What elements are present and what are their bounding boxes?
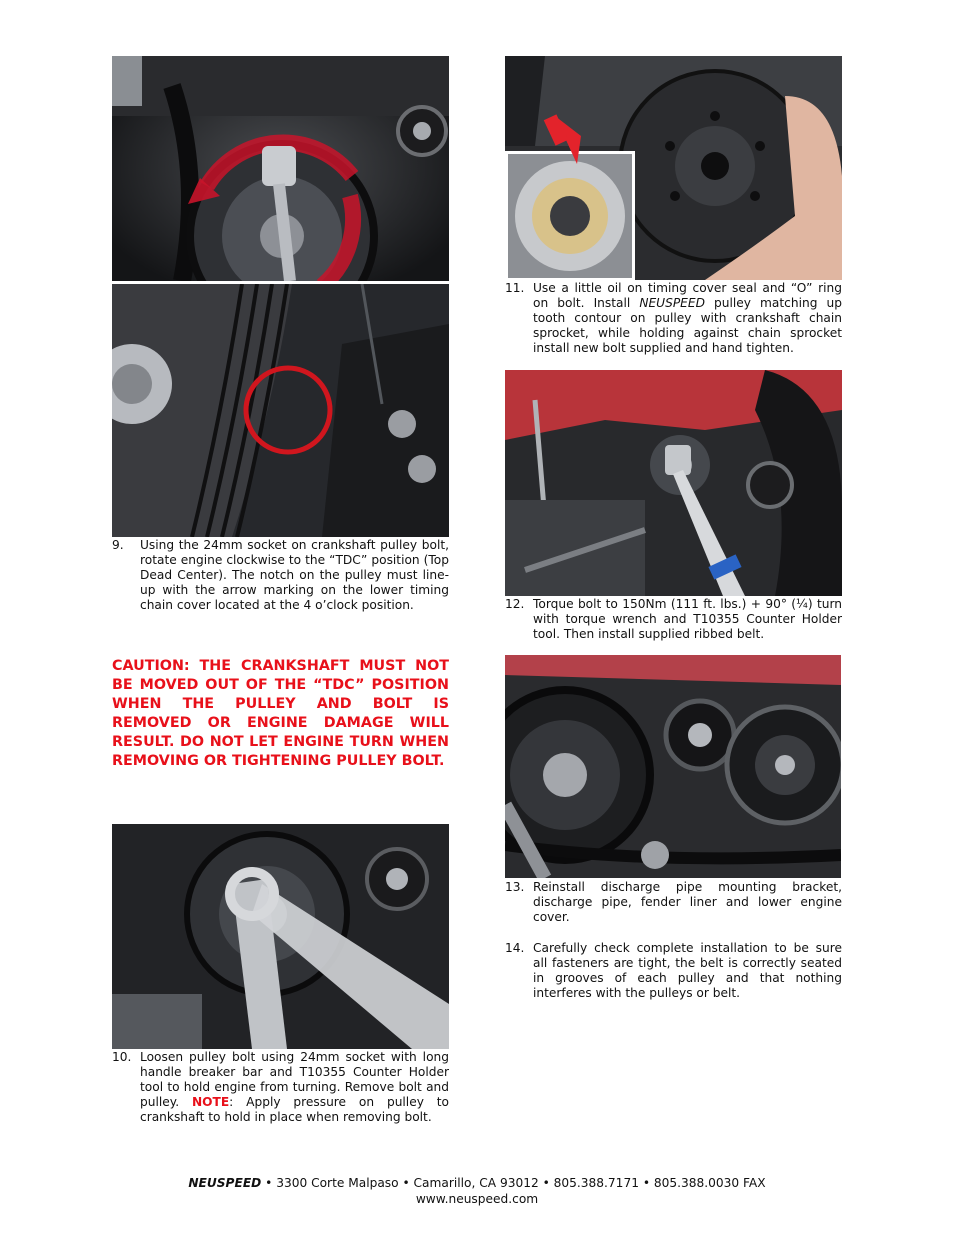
step-12 <box>505 597 842 642</box>
step-12-text: Torque bolt to 150Nm (111 ft. lbs.) + 90° (¼) turn with torque wrench and T10355 Counter Holder tool. Then install supplied ribbed belt. <box>533 597 842 642</box>
step-9 <box>112 538 449 613</box>
step-11-text-a: Use a little oil on timing cover seal and “O” ring on bolt. Install <box>533 281 842 311</box>
footer-contact-line <box>0 1175 954 1191</box>
step-10 <box>112 1050 449 1125</box>
step-13 <box>505 880 842 925</box>
footer-website-link[interactable]: www.neuspeed.com <box>415 1192 539 1206</box>
step-11-text <box>533 281 842 356</box>
step-10-text-a: Loosen pulley bolt using 24mm socket with long handle breaker bar and T10355 Counter Holder tool to hold engine from turning. Remove bolt and pulley. <box>140 1050 449 1110</box>
step9-bottom-photo <box>112 284 449 537</box>
step-13-number: 13. <box>505 880 525 894</box>
footer-brand: NEUSPEED <box>188 1176 262 1190</box>
step-10-number: 10. <box>112 1050 132 1064</box>
step-14 <box>505 941 842 1001</box>
step12-photo <box>505 370 842 596</box>
tdc-notch-alignment-image <box>112 284 449 537</box>
step-11-text-b: pulley matching up tooth contour on pulley with crankshaft chain sprocket, while holding against chain sprocket install new bolt supplied and hand tighten. <box>533 296 842 356</box>
step-11-number: 11. <box>505 281 525 295</box>
footer-address: • 3300 Corte Malpaso • Camarillo, CA 93012 • 805.388.7171 • 805.388.0030 FAX <box>261 1176 766 1190</box>
page-footer <box>0 1175 954 1207</box>
step-14-number: 14. <box>505 941 525 955</box>
step-13-text: Reinstall discharge pipe mounting bracket, discharge pipe, fender liner and lower engine cover. <box>533 880 842 925</box>
step-11 <box>505 281 842 356</box>
step10-photo <box>112 824 449 1049</box>
step-10-text-b: : Apply pressure on pulley to crankshaft to hold in place when removing bolt. <box>140 1095 450 1125</box>
step-10-note-label: NOTE <box>191 1095 230 1110</box>
step13-photo <box>505 655 841 878</box>
step-14-text: Carefully check complete installation to be sure all fasteners are tight, the belt is correctly seated in grooves of each pulley and that nothing interferes with the pulleys or belt. <box>533 941 842 1001</box>
step-9-text: Using the 24mm socket on crankshaft pulley bolt, rotate engine clockwise to the “TDC” position (Top Dead Center). The notch on the pulley must line-up with the arrow marking on the lower timing chain cover located at the 4 o’clock position. <box>140 538 449 613</box>
counter-holder-tool-image <box>112 824 449 1049</box>
step9-top-photo <box>112 56 449 281</box>
caution-warning: CAUTION: THE CRANKSHAFT MUST NOT BE MOVED OUT OF THE “TDC” POSITION WHEN THE PULLEY AND BOLT IS REMOVED OR ENGINE DAMAGE WILL RESULT. DO NOT LET ENGINE TURN WHEN REMOVING OR TIGHTENING PULLEY BOLT. <box>112 658 449 769</box>
pulley-sprocket-match-image <box>505 56 842 280</box>
step-12-number: 12. <box>505 597 525 611</box>
crank-pulley-socket-image <box>112 56 449 281</box>
step11-photo <box>505 56 842 280</box>
step-9-number: 9. <box>112 538 124 552</box>
installed-pulley-belt-image <box>505 655 841 878</box>
step-11-brand: NEUSPEED <box>639 296 705 311</box>
torque-wrench-image <box>505 370 842 596</box>
step-10-text <box>140 1050 449 1125</box>
